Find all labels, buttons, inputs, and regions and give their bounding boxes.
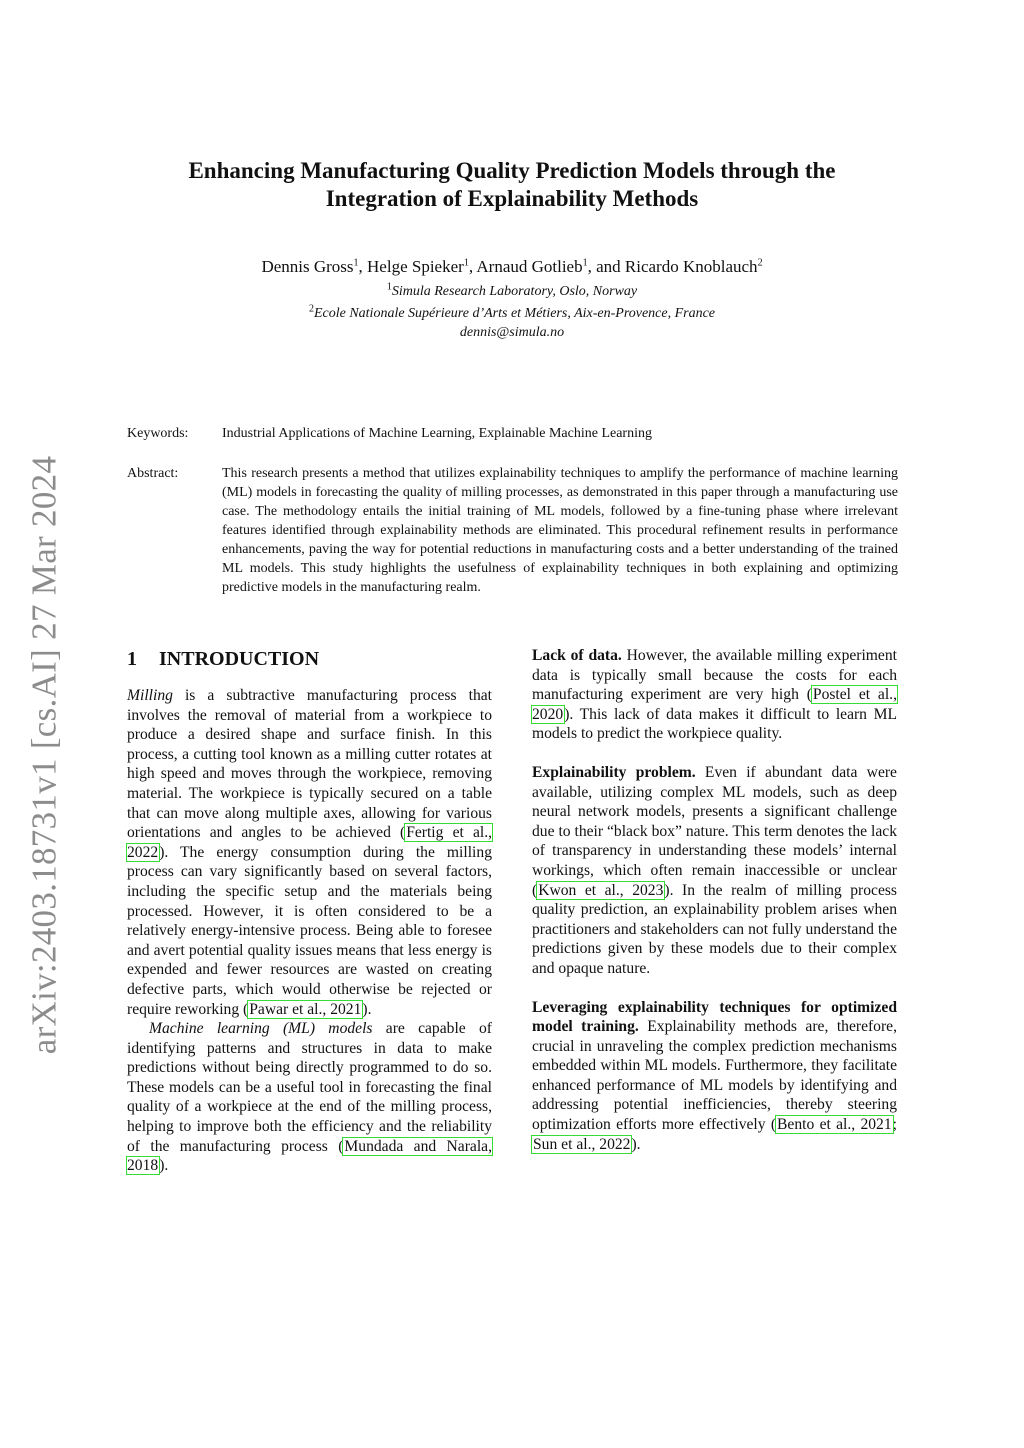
author-name: Arnaud Gotlieb bbox=[476, 257, 583, 276]
paragraph-text: ). This lack of data makes it difficult to learn ML models to predict the workpiece quality. bbox=[532, 705, 897, 743]
paragraph-lack-of-data bbox=[532, 646, 897, 744]
emphasis-term: Milling bbox=[127, 687, 173, 704]
paragraph-leveraging-explainability bbox=[532, 998, 897, 1155]
paragraph-text: ). bbox=[159, 1157, 169, 1175]
paper-title bbox=[110, 157, 914, 213]
run-in-heading: Explainability problem. bbox=[532, 763, 696, 781]
author-affil-mark: 2 bbox=[757, 257, 763, 269]
contact-email: dennis@simula.no bbox=[459, 325, 565, 340]
paragraph-text: are capable of identifying patterns and structures in data to make predictions without being directly programmed to do so. These models can be a useful tool in forecasting the final quality of a workpiece at the end of the milling process, helping to improve both the efficiency and the reliability of the manufacturing process ( bbox=[127, 1020, 492, 1155]
title-line-1: Enhancing Manufacturing Quality Prediction Models through the bbox=[188, 158, 836, 183]
author-separator: , and bbox=[587, 257, 625, 276]
affiliation-1-mark: 1 bbox=[386, 281, 392, 293]
section-number: 1 bbox=[127, 648, 137, 670]
intro-paragraph-ml-models bbox=[127, 1019, 492, 1176]
abstract-label: Abstract: bbox=[127, 466, 179, 481]
keywords-label: Keywords: bbox=[127, 426, 189, 441]
keywords-text: Industrial Applications of Machine Learning, Explainable Machine Learning bbox=[222, 426, 652, 441]
author-affil-mark: 1 bbox=[353, 257, 359, 269]
affiliation-2 bbox=[110, 304, 914, 324]
run-in-heading: Lack of data. bbox=[532, 647, 622, 664]
citation-link[interactable]: Kwon et al., 2023 bbox=[538, 881, 664, 899]
author-separator: , bbox=[358, 257, 368, 276]
paragraph-text: ). bbox=[631, 1135, 641, 1153]
affiliation-2-text: Ecole Nationale Supérieure d’Arts et Métiers, Aix-en-Provence, France bbox=[313, 306, 716, 321]
title-line-2: Integration of Explainability Methods bbox=[325, 186, 699, 211]
author-affil-mark: 1 bbox=[582, 257, 588, 269]
paragraph-text: Explainability methods are, therefore, crucial in unraveling the complex prediction mechanisms embedded within ML models. Furthermore, they facilitate enhanced performance of ML models by identifying and addressing potential inefficiencies, thereby steering optimization efforts more effectively ( bbox=[532, 1018, 897, 1134]
paragraph-text: ; bbox=[892, 1116, 897, 1134]
left-column bbox=[127, 646, 492, 1176]
author-name: Ricardo Knoblauch bbox=[624, 257, 758, 276]
arxiv-stamp-text: arXiv:2403.18731v1 [cs.AI] 27 Mar 2024 bbox=[24, 455, 63, 1055]
citation-link[interactable]: Pawar et al., 2021 bbox=[249, 1000, 362, 1018]
paragraph-text: Even if abundant data were available, utilizing complex ML models, such as deep neural network models, presents a significant challenge due to their “black box” nature. This term denotes the lack of transparency in understanding these models’ internal workings, which often remain inaccessible or unclear ( bbox=[532, 763, 897, 899]
intro-paragraph-milling bbox=[127, 686, 492, 1019]
author-list bbox=[110, 256, 914, 278]
paragraph-text: ). bbox=[362, 1000, 372, 1018]
affiliation-2-mark: 2 bbox=[308, 303, 314, 315]
author-name: Dennis Gross bbox=[261, 257, 354, 276]
paragraph-explainability-problem bbox=[532, 763, 897, 979]
citation-link[interactable]: Postel et al., 2020 bbox=[532, 686, 897, 723]
abstract-text: This research presents a method that utilizes explainability techniques to amplify the performance of machine learning (ML) models in forecasting the quality of milling processes, as demonstrated in this paper through a manufacturing use case. The methodology entails the initial training of ML models, followed by a fine-tuning phase where irrelevant features identified through explainability methods are eliminated. This procedural refinement results in performance enhancements, paving the way for potential reductions in manufacturing costs and a better understanding of the trained ML models. This study highlights the usefulness of explainability techniques in both explaining and optimizing predictive models in the manufacturing realm. bbox=[222, 466, 898, 595]
author-separator: , bbox=[468, 257, 477, 276]
affiliation-1-text: Simula Research Laboratory, Oslo, Norway bbox=[391, 284, 638, 299]
citation-link[interactable]: Sun et al., 2022 bbox=[533, 1135, 631, 1153]
paragraph-text: ). In the realm of milling process quality prediction, an explainability problem arises when practitioners and stakeholders can not fully understand the predictions given by these models due to their complex and opaque nature. bbox=[532, 881, 898, 977]
paragraph-text: However, the available milling experiment data is typically small because the costs for each manufacturing experiment are very high ( bbox=[532, 647, 897, 704]
run-in-heading: Leveraging explainability techniques for optimized model training. bbox=[532, 998, 897, 1036]
citation-link[interactable]: Fertig et al., 2022 bbox=[127, 824, 492, 861]
section-heading bbox=[127, 646, 492, 672]
paragraph-text: ). The energy consumption during the milling process can vary significantly based on several factors, including the specific setup and the materials being processed. However, it is often considered to be a relatively energy-intensive process. Being able to foresee and avert potential quality issues means that less energy is expended and fewer resources are wasted on creating defective parts, which would otherwise be rejected or require reworking ( bbox=[127, 843, 492, 1018]
emphasis-term: Machine learning (ML) models bbox=[149, 1020, 373, 1038]
citation-link[interactable]: Mundada and Narala, 2018 bbox=[127, 1137, 492, 1175]
arxiv-identifier-stamp bbox=[22, 455, 66, 1055]
right-column bbox=[532, 646, 897, 1154]
paragraph-text: is a subtractive manufacturing process that involves the removal of material from a workpiece to produce a desired shape and surface finish. In this process, a cutting tool known as a milling cutter rotates at high speed and moves through the workpiece, removing material. The workpiece is typically secured on a table that can move along multiple axes, allowing for various orientations and angles to be achieved ( bbox=[127, 687, 492, 842]
author-affil-mark: 1 bbox=[463, 257, 469, 269]
citation-link[interactable]: Bento et al., 2021 bbox=[777, 1116, 892, 1134]
section-title: INTRODUCTION bbox=[159, 648, 320, 670]
author-name: Helge Spieker bbox=[367, 257, 464, 276]
affiliation-1 bbox=[110, 282, 914, 302]
